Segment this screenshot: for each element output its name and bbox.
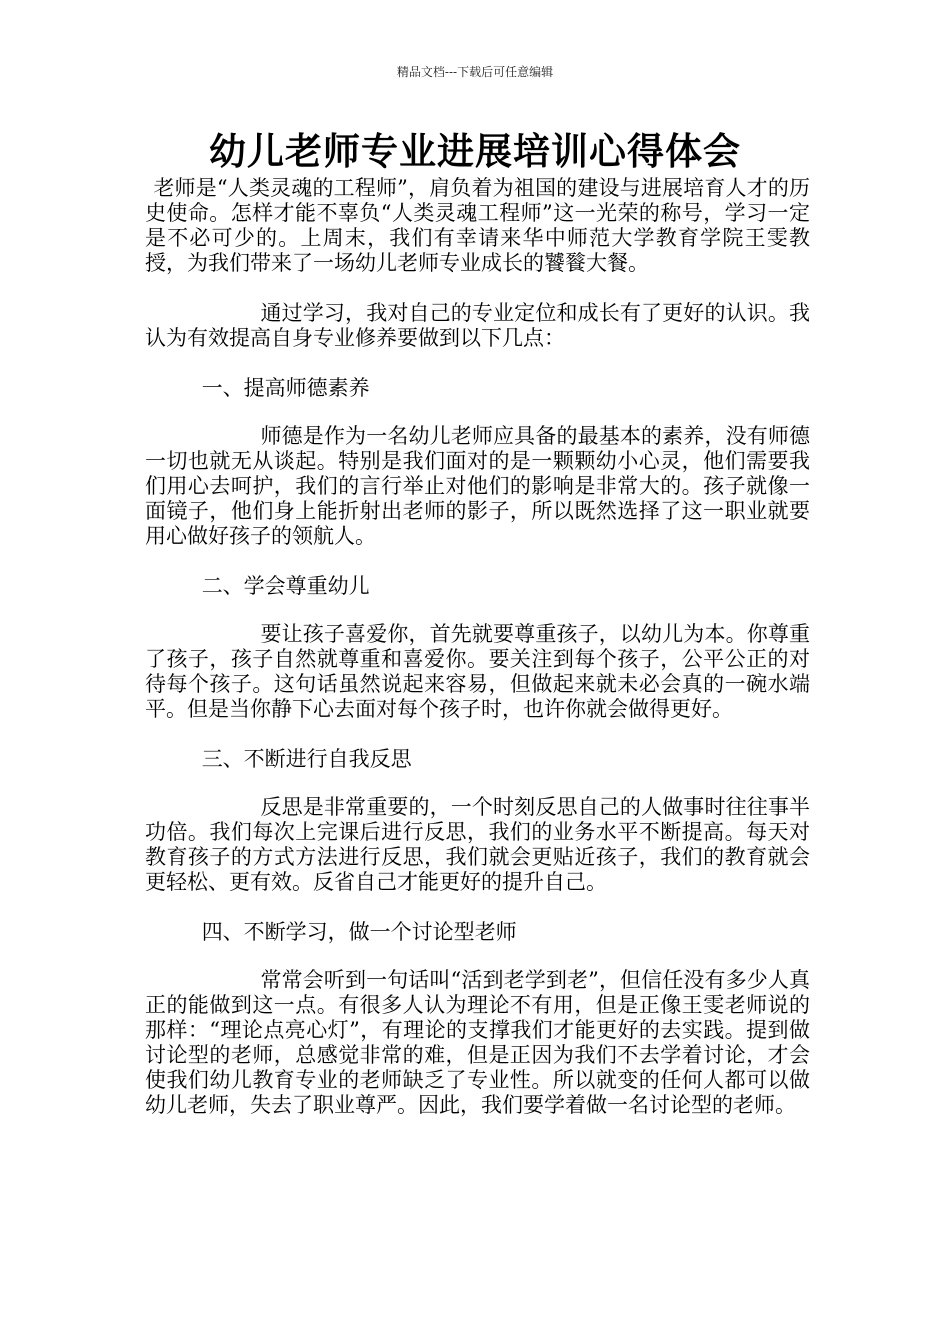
section-body-2: 要让孩子喜爱你，首先就要尊重孩子，以幼儿为本。你尊重了孩子，孩子自然就尊重和喜爱你。要关注到每个孩子，公平公正的对待每个孩子。这句话虽然说起来容易，但做起来就未必会真的一碗水端平。但是当你静下心去面对每个孩子时，也许你就会做得更好。: [145, 622, 810, 721]
section-body-4: 常常会听到一句话叫“活到老学到老”，但信任没有多少人真正的能做到这一点。有很多人认为理论不有用，但是正像王雯老师说的那样：“理论点亮心灯”，有理论的支撑我们才能更好的去实践。提到做讨论型的老师，总感觉非常的难，但是正因为我们不去学着讨论，才会使我们幼儿教育专业的老师缺乏了专业性。所以就变的任何人都可以做幼儿老师，失去了职业尊严。因此，我们要学着做一名讨论型的老师。: [145, 968, 810, 1117]
section-heading-2: 二、学会尊重幼儿: [201, 574, 370, 598]
header-note: 精品文档---下载后可任意编辑: [396, 65, 554, 79]
document-title: 幼儿老师专业进展培训心得体会: [209, 129, 741, 173]
section-body-3: 反思是非常重要的，一个时刻反思自己的人做事时往往事半功倍。我们每次上完课后进行反思，我们的业务水平不断提高。每天对教育孩子的方式方法进行反思，我们就会更贴近孩子，我们的教育就会更轻松、更有效。反省自己才能更好的提升自己。: [145, 795, 810, 894]
intro-paragraph: 老师是“人类灵魂的工程师”，肩负着为祖国的建设与进展培育人才的历史使命。怎样才能不辜负“人类灵魂工程师”这一光荣的称号，学习一定是不必可少的。上周末，我们有幸请来华中师范大学教育学院王雯教授，为我们带来了一场幼儿老师专业成长的饕餮大餐。: [145, 176, 810, 275]
section-heading-1: 一、提高师德素养: [201, 376, 370, 400]
section-body-1: 师德是作为一名幼儿老师应具备的最基本的素养，没有师德一切也就无从谈起。特别是我们面对的是一颗颗幼小心灵，他们需要我们用心去呵护，我们的言行举止对他们的影响是非常大的。孩子就像一面镜子，他们身上能折射出老师的影子，所以既然选择了这一职业就要用心做好孩子的领航人。: [145, 424, 810, 548]
lead-paragraph: 通过学习，我对自己的专业定位和成长有了更好的认识。我认为有效提高自身专业修养要做到以下几点：: [145, 301, 810, 350]
document-body: [145, 176, 810, 1118]
section-heading-3: 三、不断进行自我反思: [201, 747, 412, 771]
section-heading-4: 四、不断学习，做一个讨论型老师: [201, 920, 517, 944]
